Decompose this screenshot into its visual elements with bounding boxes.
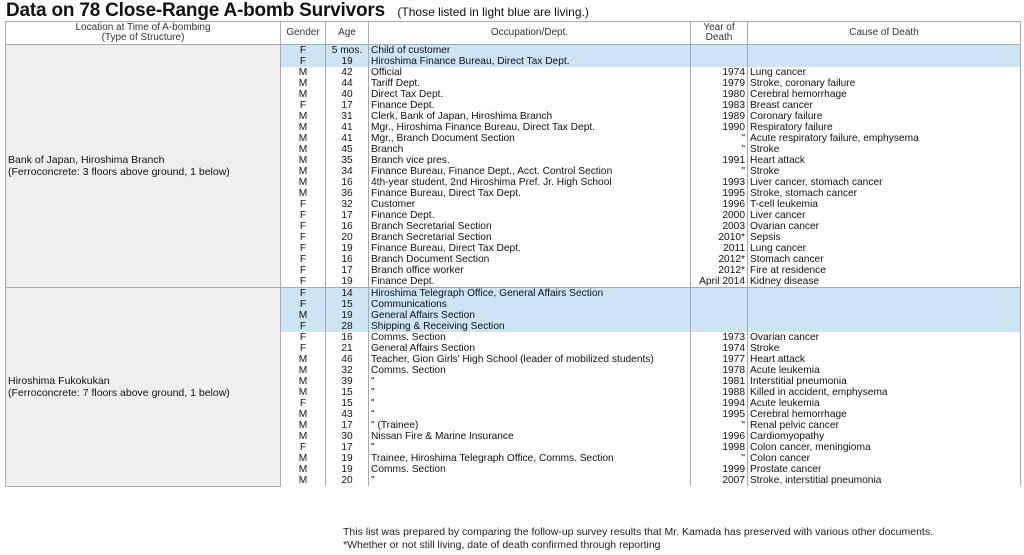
- occupation-cell: Direct Tax Dept.: [369, 89, 691, 100]
- cause-cell: Lung cancer: [748, 243, 1021, 254]
- cause-cell: Acute respiratory failure, emphysema: [748, 133, 1021, 144]
- occupation-cell: ": [369, 398, 691, 409]
- cause-cell: [748, 45, 1021, 57]
- age-cell: 19: [326, 310, 369, 321]
- age-cell: 41: [326, 133, 369, 144]
- gender-cell: F: [281, 100, 326, 111]
- age-cell: 17: [326, 420, 369, 431]
- cause-cell: Liver cancer: [748, 210, 1021, 221]
- gender-cell: F: [281, 221, 326, 232]
- structure-type: (Ferroconcrete: 7 floors above ground, 1 below): [8, 386, 230, 399]
- cause-cell: Cerebral hemorrhage: [748, 89, 1021, 100]
- occupation-cell: Tariff Dept.: [369, 78, 691, 89]
- age-cell: 16: [326, 254, 369, 265]
- header-gender: Gender: [281, 22, 326, 45]
- occupation-cell: Finance Bureau, Direct Tax Dept.: [369, 188, 691, 199]
- footnote: This list was prepared by comparing the follow-up survey results that Mr. Kamada has preserved with various other documents.: [343, 526, 934, 538]
- cause-cell: Heart attack: [748, 354, 1021, 365]
- cause-cell: Coronary failure: [748, 111, 1021, 122]
- location-cell: [6, 288, 281, 487]
- occupation-cell: " (Trainee): [369, 420, 691, 431]
- year-cell: 1980: [691, 89, 748, 100]
- year-cell: [691, 45, 748, 57]
- year-cell: 1978: [691, 365, 748, 376]
- cause-cell: Stroke: [748, 166, 1021, 177]
- year-cell: 1996: [691, 431, 748, 442]
- gender-cell: M: [281, 431, 326, 442]
- year-cell: [691, 299, 748, 310]
- age-cell: 16: [326, 221, 369, 232]
- table-row: [6, 288, 1021, 300]
- year-cell: 1981: [691, 376, 748, 387]
- year-cell: [691, 321, 748, 332]
- cause-cell: Lung cancer: [748, 67, 1021, 78]
- header-location: Location at Time of A-bombing (Type of Structure): [6, 22, 281, 45]
- occupation-cell: Hiroshima Finance Bureau, Direct Tax Dept.: [369, 56, 691, 67]
- year-cell: ": [691, 420, 748, 431]
- age-cell: 15: [326, 398, 369, 409]
- gender-cell: M: [281, 453, 326, 464]
- structure-type: (Ferroconcrete: 3 floors above ground, 1 below): [8, 166, 230, 178]
- gender-cell: F: [281, 232, 326, 243]
- age-cell: 19: [326, 453, 369, 464]
- age-cell: 19: [326, 276, 369, 288]
- cause-cell: [748, 321, 1021, 332]
- gender-cell: M: [281, 376, 326, 387]
- year-cell: 2007: [691, 475, 748, 486]
- age-cell: 44: [326, 78, 369, 89]
- gender-cell: M: [281, 420, 326, 431]
- age-cell: 46: [326, 354, 369, 365]
- occupation-cell: Nissan Fire & Marine Insurance: [369, 431, 691, 442]
- gender-cell: M: [281, 155, 326, 166]
- cause-cell: Prostate cancer: [748, 464, 1021, 475]
- year-cell: 1983: [691, 100, 748, 111]
- occupation-cell: Comms. Section: [369, 464, 691, 475]
- occupation-cell: Finance Bureau, Finance Dept., Acct. Control Section: [369, 166, 691, 177]
- occupation-cell: Branch Document Section: [369, 254, 691, 265]
- year-cell: 1973: [691, 332, 748, 343]
- age-cell: 15: [326, 387, 369, 398]
- year-cell: 1974: [691, 67, 748, 78]
- occupation-cell: Mgr., Hiroshima Finance Bureau, Direct Tax Dept.: [369, 122, 691, 133]
- year-cell: 1995: [691, 409, 748, 420]
- age-cell: 30: [326, 431, 369, 442]
- year-cell: 1974: [691, 343, 748, 354]
- year-cell: 2000: [691, 210, 748, 221]
- header-row: [6, 22, 1021, 45]
- year-cell: 1990: [691, 122, 748, 133]
- age-cell: 36: [326, 188, 369, 199]
- age-cell: 34: [326, 166, 369, 177]
- year-cell: 1988: [691, 387, 748, 398]
- cause-cell: Stroke: [748, 343, 1021, 354]
- occupation-cell: Branch Secretarial Section: [369, 221, 691, 232]
- cause-cell: Killed in accident, emphysema: [748, 387, 1021, 398]
- occupation-cell: Branch: [369, 144, 691, 155]
- age-cell: 20: [326, 475, 369, 486]
- age-cell: 17: [326, 100, 369, 111]
- year-cell: 1996: [691, 199, 748, 210]
- gender-cell: F: [281, 299, 326, 310]
- cause-cell: Acute leukemia: [748, 398, 1021, 409]
- gender-cell: F: [281, 265, 326, 276]
- occupation-cell: 4th-year student, 2nd Hiroshima Pref. Jr. High School: [369, 177, 691, 188]
- age-cell: 21: [326, 343, 369, 354]
- cause-cell: Respiratory failure: [748, 122, 1021, 133]
- age-cell: 17: [326, 210, 369, 221]
- occupation-cell: Shipping & Receiving Section: [369, 321, 691, 332]
- cause-cell: Stroke, interstitial pneumonia: [748, 475, 1021, 486]
- page-title: [6, 0, 589, 20]
- cause-cell: [748, 299, 1021, 310]
- gender-cell: F: [281, 210, 326, 221]
- gender-cell: F: [281, 276, 326, 288]
- cause-cell: Ovarian cancer: [748, 221, 1021, 232]
- occupation-cell: Finance Dept.: [369, 210, 691, 221]
- occupation-cell: Branch office worker: [369, 265, 691, 276]
- age-cell: 32: [326, 365, 369, 376]
- occupation-cell: Teacher, Gion Girls' High School (leader of mobilized students): [369, 354, 691, 365]
- age-cell: 15: [326, 299, 369, 310]
- occupation-cell: Official: [369, 67, 691, 78]
- header-cause: Cause of Death: [748, 22, 1021, 45]
- cause-cell: Interstitial pneumonia: [748, 376, 1021, 387]
- occupation-cell: Finance Bureau, Direct Tax Dept.: [369, 243, 691, 254]
- cause-cell: Heart attack: [748, 155, 1021, 166]
- cause-cell: Stroke: [748, 144, 1021, 155]
- age-cell: 40: [326, 89, 369, 100]
- gender-cell: M: [281, 475, 326, 486]
- year-cell: [691, 288, 748, 300]
- cause-cell: [748, 310, 1021, 321]
- occupation-cell: Clerk, Bank of Japan, Hiroshima Branch: [369, 111, 691, 122]
- year-cell: April 2014: [691, 276, 748, 288]
- age-cell: 41: [326, 122, 369, 133]
- occupation-cell: Comms. Section: [369, 365, 691, 376]
- age-cell: 5 mos.: [326, 45, 369, 57]
- title-text: Data on 78 Close-Range A-bomb Survivors: [6, 0, 385, 21]
- cause-cell: [748, 288, 1021, 300]
- cause-cell: Liver cancer, stomach cancer: [748, 177, 1021, 188]
- cause-cell: Cerebral hemorrhage: [748, 409, 1021, 420]
- gender-cell: M: [281, 89, 326, 100]
- year-cell: 2011: [691, 243, 748, 254]
- header-year: Year of Death: [691, 22, 748, 45]
- gender-cell: M: [281, 144, 326, 155]
- gender-cell: M: [281, 177, 326, 188]
- survivors-table: [5, 21, 1021, 487]
- age-cell: 31: [326, 111, 369, 122]
- age-cell: 16: [326, 332, 369, 343]
- occupation-cell: Branch Secretarial Section: [369, 232, 691, 243]
- header-occupation: Occupation/Dept.: [369, 22, 691, 45]
- cause-cell: Colon cancer: [748, 453, 1021, 464]
- cause-cell: Breast cancer: [748, 100, 1021, 111]
- gender-cell: M: [281, 188, 326, 199]
- year-cell: 2012*: [691, 265, 748, 276]
- age-cell: 28: [326, 321, 369, 332]
- cause-cell: T-cell leukemia: [748, 199, 1021, 210]
- gender-cell: F: [281, 442, 326, 453]
- occupation-cell: General Affairs Section: [369, 310, 691, 321]
- cause-cell: [748, 56, 1021, 67]
- age-cell: 45: [326, 144, 369, 155]
- gender-cell: M: [281, 409, 326, 420]
- occupation-cell: Trainee, Hiroshima Telegraph Office, Comms. Section: [369, 453, 691, 464]
- gender-cell: F: [281, 288, 326, 300]
- gender-cell: M: [281, 133, 326, 144]
- gender-cell: F: [281, 254, 326, 265]
- age-cell: 42: [326, 67, 369, 78]
- gender-cell: F: [281, 343, 326, 354]
- year-cell: 1979: [691, 78, 748, 89]
- occupation-cell: ": [369, 409, 691, 420]
- year-cell: ": [691, 453, 748, 464]
- year-cell: 1995: [691, 188, 748, 199]
- age-cell: 19: [326, 464, 369, 475]
- cause-cell: Acute leukemia: [748, 365, 1021, 376]
- age-cell: 35: [326, 155, 369, 166]
- age-cell: 43: [326, 409, 369, 420]
- year-cell: ": [691, 133, 748, 144]
- gender-cell: M: [281, 166, 326, 177]
- year-cell: ": [691, 144, 748, 155]
- year-cell: 1993: [691, 177, 748, 188]
- year-cell: 1989: [691, 111, 748, 122]
- gender-cell: F: [281, 199, 326, 210]
- year-cell: 1998: [691, 442, 748, 453]
- cause-cell: Kidney disease: [748, 276, 1021, 288]
- year-cell: 2010*: [691, 232, 748, 243]
- gender-cell: M: [281, 122, 326, 133]
- occupation-cell: Mgr., Branch Document Section: [369, 133, 691, 144]
- gender-cell: M: [281, 464, 326, 475]
- location-name: Hiroshima Fukokukan: [8, 374, 110, 387]
- age-cell: 32: [326, 199, 369, 210]
- occupation-cell: Branch vice pres.: [369, 155, 691, 166]
- age-cell: 17: [326, 442, 369, 453]
- year-cell: 2003: [691, 221, 748, 232]
- location-cell: [6, 45, 281, 288]
- year-cell: 1999: [691, 464, 748, 475]
- age-cell: 19: [326, 56, 369, 67]
- occupation-cell: Communications: [369, 299, 691, 310]
- location-name: Bank of Japan, Hiroshima Branch: [8, 154, 165, 166]
- age-cell: 14: [326, 288, 369, 300]
- gender-cell: M: [281, 111, 326, 122]
- occupation-cell: Finance Dept.: [369, 100, 691, 111]
- occupation-cell: ": [369, 442, 691, 453]
- year-cell: 1977: [691, 354, 748, 365]
- occupation-cell: Comms. Section: [369, 332, 691, 343]
- age-cell: 16: [326, 177, 369, 188]
- gender-cell: F: [281, 243, 326, 254]
- cause-cell: Cardiomyopathy: [748, 431, 1021, 442]
- year-cell: [691, 56, 748, 67]
- occupation-cell: Finance Dept.: [369, 276, 691, 288]
- gender-cell: M: [281, 67, 326, 78]
- occupation-cell: ": [369, 387, 691, 398]
- gender-cell: F: [281, 56, 326, 67]
- cause-cell: Renal pelvic cancer: [748, 420, 1021, 431]
- gender-cell: M: [281, 310, 326, 321]
- year-cell: [691, 310, 748, 321]
- gender-cell: F: [281, 332, 326, 343]
- cause-cell: Stomach cancer: [748, 254, 1021, 265]
- occupation-cell: Child of customer: [369, 45, 691, 57]
- age-cell: 39: [326, 376, 369, 387]
- cause-cell: Stroke, coronary failure: [748, 78, 1021, 89]
- title-note: (Those listed in light blue are living.): [397, 5, 589, 19]
- year-cell: ": [691, 166, 748, 177]
- footnotes: [343, 526, 933, 551]
- gender-cell: M: [281, 365, 326, 376]
- age-cell: 17: [326, 265, 369, 276]
- occupation-cell: Customer: [369, 199, 691, 210]
- gender-cell: M: [281, 354, 326, 365]
- year-cell: 1991: [691, 155, 748, 166]
- year-cell: 2012*: [691, 254, 748, 265]
- cause-cell: Colon cancer, meningioma: [748, 442, 1021, 453]
- cause-cell: Ovarian cancer: [748, 332, 1021, 343]
- gender-cell: M: [281, 387, 326, 398]
- cause-cell: Stroke, stomach cancer: [748, 188, 1021, 199]
- occupation-cell: Hiroshima Telegraph Office, General Affairs Section: [369, 288, 691, 300]
- table-row: [6, 45, 1021, 57]
- occupation-cell: ": [369, 475, 691, 486]
- gender-cell: F: [281, 45, 326, 57]
- year-cell: 1994: [691, 398, 748, 409]
- gender-cell: M: [281, 78, 326, 89]
- cause-cell: Sepsis: [748, 232, 1021, 243]
- cause-cell: Fire at residence: [748, 265, 1021, 276]
- gender-cell: F: [281, 398, 326, 409]
- header-age: Age: [326, 22, 369, 45]
- footnote: *Whether or not still living, date of death confirmed through reporting: [343, 538, 661, 551]
- gender-cell: F: [281, 321, 326, 332]
- occupation-cell: General Affairs Section: [369, 343, 691, 354]
- occupation-cell: ": [369, 376, 691, 387]
- age-cell: 20: [326, 232, 369, 243]
- age-cell: 19: [326, 243, 369, 254]
